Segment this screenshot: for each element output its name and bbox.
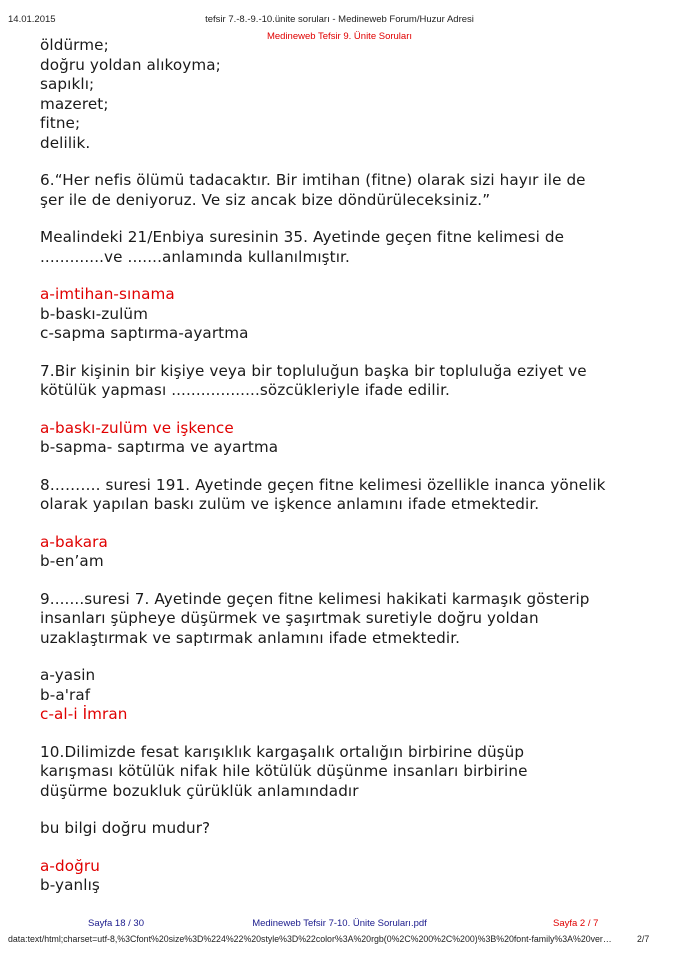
- question-subtext: .............ve .......anlamında kullanılmıştır.: [40, 247, 350, 266]
- answer-option: a-yasin: [40, 666, 96, 684]
- answer-option: b-baskı-zulüm: [40, 304, 149, 323]
- document-subtitle: Medineweb Tefsir 9. Ünite Soruları: [266, 31, 413, 42]
- question-prompt: bu bilgi doğru mudur?: [40, 819, 211, 837]
- list-item: mazeret;: [40, 94, 109, 113]
- question-text: karışması kötülük nifak hile kötülük düşünme insanları birbirine: [40, 762, 528, 780]
- question-6: [40, 171, 655, 344]
- correct-answer: a-imtihan-sınama: [40, 285, 175, 303]
- list-item: doğru yoldan alıkoyma;: [40, 55, 221, 74]
- question-text: 6.“Her nefis ölümü tadacaktır. Bir imtihan (fitne) olarak sizi hayır ile de: [40, 171, 586, 189]
- answer-option: c-sapma saptırma-ayartma: [40, 324, 249, 342]
- print-title: tefsir 7.-8.-9.-10.ünite soruları - Medineweb Forum/Huzur Adresi: [205, 14, 474, 25]
- question-text: 10.Dilimizde fesat karışıklık kargaşalık ortalığın birbirine düşüp: [40, 742, 525, 761]
- correct-answer: c-al-i İmran: [40, 705, 128, 723]
- correct-answer: a-bakara: [40, 532, 108, 551]
- pdf-title: Medineweb Tefsir 7-10. Ünite Soruları.pdf: [252, 918, 427, 929]
- question-text: düşürme bozukluk çürüklük anlamındadır: [40, 781, 359, 800]
- print-page-number: 2/7: [637, 934, 650, 944]
- question-text: 8………. suresi 191. Ayetinde geçen fitne kelimesi özellikle inanca yönelik: [40, 475, 606, 494]
- list-item: sapıklı;: [40, 75, 95, 93]
- list-item: öldürme;: [40, 36, 109, 54]
- question-text: insanları şüpheye düşürmek ve şaşırtmak suretiyle doğru yoldan: [40, 609, 539, 627]
- correct-answer: a-baskı-zulüm ve işkence: [40, 418, 234, 437]
- question-text: uzaklaştırmak ve saptırmak anlamını ifade etmektedir.: [40, 628, 461, 647]
- answer-option: b-yanlış: [40, 876, 100, 894]
- question-text: 9.......suresi 7. Ayetinde geçen fitne kelimesi hakikati karmaşık gösterip: [40, 589, 590, 608]
- list-item: fitne;: [40, 114, 81, 132]
- print-date: 14.01.2015: [8, 14, 56, 25]
- answer-option: b-en’am: [40, 552, 104, 570]
- answer-option: b-sapma- saptırma ve ayartma: [40, 438, 279, 456]
- answer-option: b-a'raf: [40, 685, 91, 704]
- list-item: delilik.: [40, 133, 91, 152]
- pdf-page-number: Sayfa 2 / 7: [553, 918, 599, 929]
- previous-options-list: [40, 36, 655, 153]
- document-body: [40, 36, 655, 896]
- correct-answer: a-doğru: [40, 856, 100, 875]
- question-10: [40, 743, 655, 896]
- print-url: data:text/html;charset=utf-8,%3Cfont%20size%3D%224%22%20style%3D%22color%3A%20rgb(0%2C%200%2C%200)%3B%20font-family%3A%20ver…: [8, 934, 612, 944]
- question-9: [40, 590, 655, 725]
- question-text: kötülük yapması ..................sözcükleriyle ifade edilir.: [40, 381, 450, 399]
- forum-page-number: Sayfa 18 / 30: [88, 918, 144, 929]
- question-text: 7.Bir kişinin bir kişiye veya bir topluluğun başka bir topluluğa eziyet ve: [40, 361, 587, 380]
- question-subtext: Mealindeki 21/Enbiya suresinin 35. Ayetinde geçen fitne kelimesi de: [40, 228, 565, 246]
- question-8: [40, 476, 655, 572]
- question-text: olarak yapılan baskı zulüm ve işkence anlamını ifade etmektedir.: [40, 495, 540, 513]
- question-text: şer ile de deniyoruz. Ve siz ancak bize döndürüleceksiniz.”: [40, 190, 491, 209]
- question-7: [40, 362, 655, 458]
